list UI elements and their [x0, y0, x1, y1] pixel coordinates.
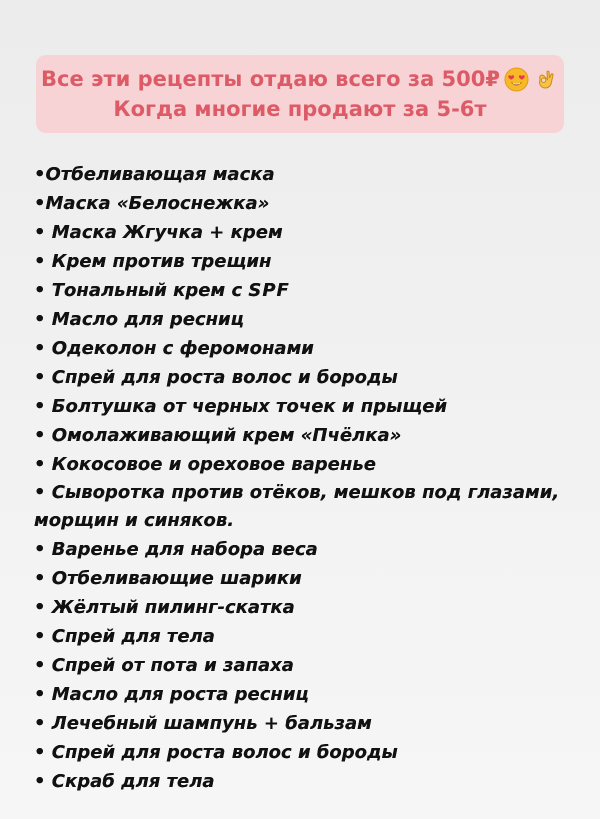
recipe-item: • Масло для роста ресниц [34, 684, 309, 705]
header-price-text: Все эти рецепты отдаю всего за 500₽ [41, 67, 500, 91]
recipe-item: • Скраб для тела [34, 771, 215, 792]
ok-hand-icon [534, 67, 559, 92]
recipe-item: • Жёлтый пилинг-скатка [34, 597, 295, 618]
recipe-item: • Одеколон с феромонами [34, 338, 314, 359]
recipe-item: • Маска Жгучка + крем [34, 222, 283, 243]
recipe-item: • Сыворотка против отёков, мешков под глазами, морщин и синяков. [34, 482, 560, 531]
recipe-item: • Лечебный шампунь + бальзам [34, 713, 372, 734]
recipe-item: • Спрей для роста волос и бороды [34, 367, 398, 388]
recipe-item: • Масло для ресниц [34, 309, 245, 330]
recipe-list [34, 160, 574, 796]
header-line-2 [113, 94, 486, 124]
recipe-item: •Маска «Белоснежка» [34, 193, 270, 214]
recipe-item: •Отбеливающая маска [34, 164, 275, 185]
recipe-item: • Спрей от пота и запаха [34, 655, 294, 676]
heart-eyes-icon [504, 67, 529, 92]
recipe-item: • Кокосовое и ореховое варенье [34, 454, 376, 475]
header-card [36, 55, 564, 133]
recipe-item: • Крем против трещин [34, 251, 272, 272]
header-line-1 [41, 64, 559, 94]
recipe-item: • Омолаживающий крем «Пчёлка» [34, 425, 402, 446]
header-comparison-text: Когда многие продают за 5-6т [113, 97, 487, 121]
recipe-item: • Болтушка от черных точек и прыщей [34, 396, 448, 417]
spf-badge: SPF [248, 280, 290, 301]
recipe-item: • Спрей для тела [34, 626, 215, 647]
recipe-item: • Варенье для набора веса [34, 539, 318, 560]
recipe-item-text: • Тональный крем с [34, 280, 249, 301]
recipe-item [34, 276, 574, 305]
recipe-item: • Спрей для роста волос и бороды [34, 742, 398, 763]
recipe-item: • Отбеливающие шарики [34, 568, 302, 589]
